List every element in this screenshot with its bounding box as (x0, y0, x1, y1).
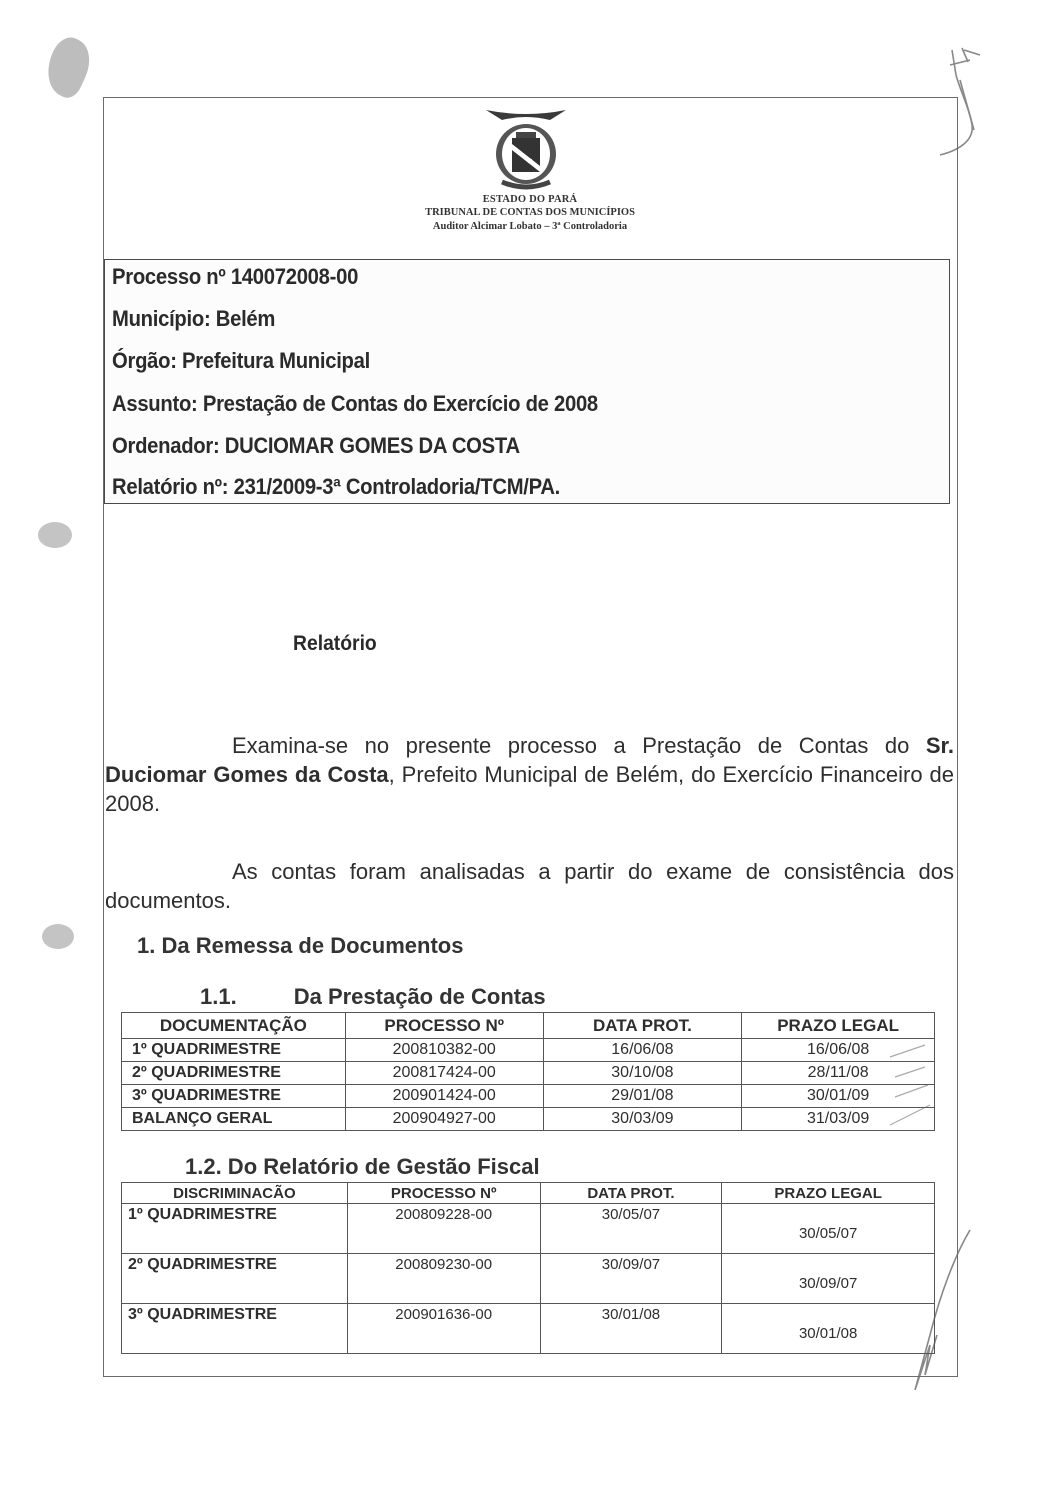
paragraph-examination (105, 731, 954, 818)
column-header: DATA PROT. (540, 1183, 722, 1204)
table-cell: 200810382-00 (345, 1039, 543, 1062)
table-row (122, 1062, 935, 1085)
table-row (122, 1304, 935, 1354)
paragraph-text: Examina-se no presente processo a Prestação de Contas do (232, 733, 926, 758)
coat-of-arms-icon (480, 104, 572, 192)
table-cell: 200901636-00 (347, 1304, 540, 1354)
process-number: Processo nº 140072008-00 (112, 264, 359, 289)
subsection-title: Da Prestação de Contas (293, 984, 546, 1009)
punch-hole-mark (42, 924, 74, 949)
table-cell: 30/01/08 (540, 1304, 722, 1354)
auditor-name: Auditor Alcimar Lobato – 3ª Controladoria (432, 221, 628, 232)
paragraph-text: , Prefeito Municipal de Belém, do Exercício Financeiro de 2008. (105, 762, 954, 816)
organ: Órgão: Prefeitura Municipal (112, 348, 370, 373)
mayor-name: Duciomar Gomes da Costa (105, 762, 389, 787)
report-number: Relatório nº: 231/2009-3ª Controladoria/TCM/PA. (112, 474, 561, 499)
table-cell: 200904927-00 (345, 1108, 543, 1131)
scan-smudge (38, 32, 99, 101)
accounts-submission-table (121, 1012, 935, 1131)
table-cell: 30/03/09 (543, 1108, 742, 1131)
ordering-party: Ordenador: DUCIOMAR GOMES DA COSTA (112, 433, 520, 458)
state-name: ESTADO DO PARÁ (482, 194, 578, 205)
table-header-row (122, 1183, 935, 1204)
table-cell: 200817424-00 (345, 1062, 543, 1085)
paragraph-analysis (105, 857, 954, 915)
table-row (122, 1108, 935, 1131)
municipality: Município: Belém (112, 306, 276, 331)
table-header-row (122, 1013, 935, 1039)
table-cell: 200901424-00 (345, 1085, 543, 1108)
table-cell: 30/05/07 (540, 1204, 722, 1254)
table-cell: 3º QUADRIMESTRE (122, 1304, 348, 1354)
table-cell: 29/01/08 (543, 1085, 742, 1108)
table-cell: 30/09/07 (540, 1254, 722, 1304)
honorific: Sr. (925, 733, 954, 758)
table-cell: 30/09/07 (722, 1254, 935, 1304)
column-header: PROCESSO Nº (345, 1013, 543, 1039)
column-header: PRAZO LEGAL (742, 1013, 935, 1039)
paragraph-text: As contas foram analisadas a partir do exame de consistência dos documentos. (105, 859, 954, 913)
subsection-heading (200, 984, 546, 1010)
table-cell: 30/01/08 (722, 1304, 935, 1354)
table-cell: 2º QUADRIMESTRE (122, 1062, 346, 1085)
subsection-number: 1.1. (200, 984, 237, 1009)
table-row (122, 1085, 935, 1108)
court-name: TRIBUNAL DE CONTAS DOS MUNICÍPIOS (425, 207, 635, 218)
section-heading: 1. Da Remessa de Documentos (137, 933, 464, 958)
column-header: PRAZO LEGAL (722, 1183, 935, 1204)
table-cell: 1º QUADRIMESTRE (122, 1204, 348, 1254)
table-cell: 2º QUADRIMESTRE (122, 1254, 348, 1304)
table-cell: 16/06/08 (543, 1039, 742, 1062)
table-cell: 3º QUADRIMESTRE (122, 1085, 346, 1108)
table-cell: 16/06/08 (742, 1039, 935, 1062)
process-info-box (104, 259, 950, 504)
table-cell: 30/10/08 (543, 1062, 742, 1085)
table-row (122, 1039, 935, 1062)
table-cell: 31/03/09 (742, 1108, 935, 1131)
subject: Assunto: Prestação de Contas do Exercício de 2008 (112, 391, 598, 416)
table-cell: BALANÇO GERAL (122, 1108, 346, 1131)
column-header: DATA PROT. (543, 1013, 742, 1039)
table-cell: 1º QUADRIMESTRE (122, 1039, 346, 1062)
column-header: DOCUMENTAÇÃO (122, 1013, 346, 1039)
subsection-heading: 1.2. Do Relatório de Gestão Fiscal (185, 1154, 540, 1179)
punch-hole-mark (38, 522, 72, 548)
fiscal-management-table (121, 1182, 935, 1354)
report-title: Relatório (293, 632, 377, 655)
table-cell: 200809228-00 (347, 1204, 540, 1254)
column-header: PROCESSO Nº (347, 1183, 540, 1204)
table-row (122, 1204, 935, 1254)
table-cell: 28/11/08 (742, 1062, 935, 1085)
table-cell: 30/01/09 (742, 1085, 935, 1108)
table-row (122, 1254, 935, 1304)
table-cell: 200809230-00 (347, 1254, 540, 1304)
table-cell: 30/05/07 (722, 1204, 935, 1254)
column-header: DISCRIMINACÃO (122, 1183, 348, 1204)
